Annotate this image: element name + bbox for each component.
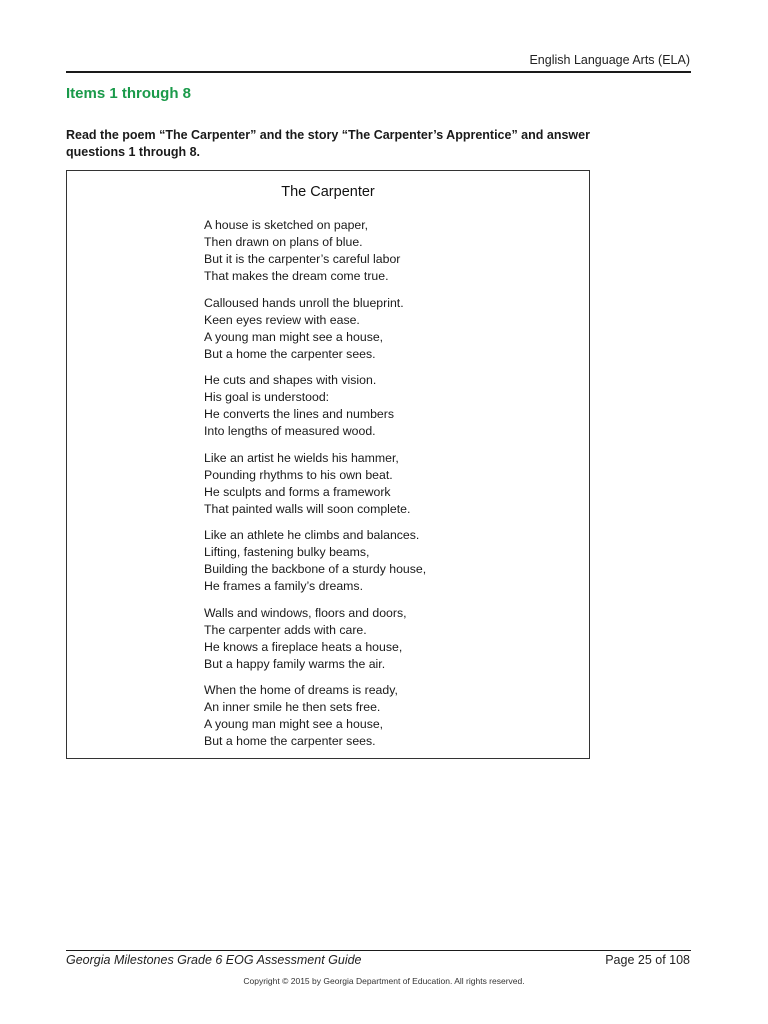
poem-box — [66, 170, 590, 759]
poem-line: The carpenter adds with care. — [204, 622, 367, 637]
poem-stanza — [204, 372, 426, 440]
poem-line: An inner smile he then sets free. — [204, 700, 381, 714]
poem-stanza — [204, 217, 426, 285]
section-title: Items 1 through 8 — [66, 85, 192, 102]
poem-line: A young man might see a house, — [204, 717, 384, 731]
subject-header: English Language Arts (ELA) — [529, 53, 690, 67]
poem-line: Keen eyes review with ease. — [204, 312, 360, 327]
footer-divider — [66, 950, 691, 951]
poem-line: But a happy family warms the air. — [204, 656, 386, 671]
poem-line: Calloused hands unroll the blueprint. — [204, 295, 404, 310]
poem-line: Pounding rhythms to his own beat. — [204, 467, 393, 482]
copyright-notice: Copyright © 2015 by Georgia Department of Education. All rights reserved. — [243, 976, 525, 986]
page-number: Page 25 of 108 — [605, 953, 690, 967]
poem-line: Like an artist he wields his hammer, — [204, 450, 399, 465]
poem-stanza — [204, 450, 426, 518]
poem-title: The Carpenter — [281, 184, 375, 200]
poem-line: But a home the carpenter sees. — [204, 734, 376, 748]
poem-line: Walls and windows, floors and doors, — [204, 605, 407, 620]
poem-line: But it is the carpenter’s careful labor — [204, 252, 401, 266]
poem-line: When the home of dreams is ready, — [204, 683, 398, 697]
poem-line: His goal is understood: — [204, 390, 330, 404]
poem-line: He converts the lines and numbers — [204, 407, 395, 421]
poem-stanza — [204, 527, 426, 595]
poem-line: He frames a family’s dreams. — [204, 579, 363, 593]
poem-line: Building the backbone of a sturdy house, — [204, 562, 427, 576]
poem-line: He sculpts and forms a framework — [204, 484, 391, 499]
poem-stanza — [204, 295, 426, 363]
poem-line: Lifting, fastening bulky beams, — [204, 545, 370, 559]
poem-line: Then drawn on plans of blue. — [204, 235, 363, 249]
poem-stanza — [204, 682, 426, 750]
poem-line: Into lengths of measured wood. — [204, 424, 376, 438]
poem-stanza — [204, 605, 426, 673]
guide-title: Georgia Milestones Grade 6 EOG Assessment Guide — [66, 953, 362, 967]
poem-line: That makes the dream come true. — [204, 269, 389, 283]
poem-line: A house is sketched on paper, — [204, 218, 369, 232]
poem-line: A young man might see a house, — [204, 329, 384, 344]
poem-line: That painted walls will soon complete. — [204, 501, 411, 516]
poem-line: He cuts and shapes with vision. — [204, 373, 377, 387]
poem-line: He knows a fireplace heats a house, — [204, 639, 403, 654]
instructions-text: Read the poem “The Carpenter” and the story “The Carpenter’s Apprentice” and answer questions 1 through 8. — [66, 128, 590, 159]
poem-line: But a home the carpenter sees. — [204, 346, 376, 361]
poem-body — [204, 217, 426, 760]
header-divider — [66, 71, 691, 73]
poem-line: Like an athlete he climbs and balances. — [204, 528, 420, 542]
